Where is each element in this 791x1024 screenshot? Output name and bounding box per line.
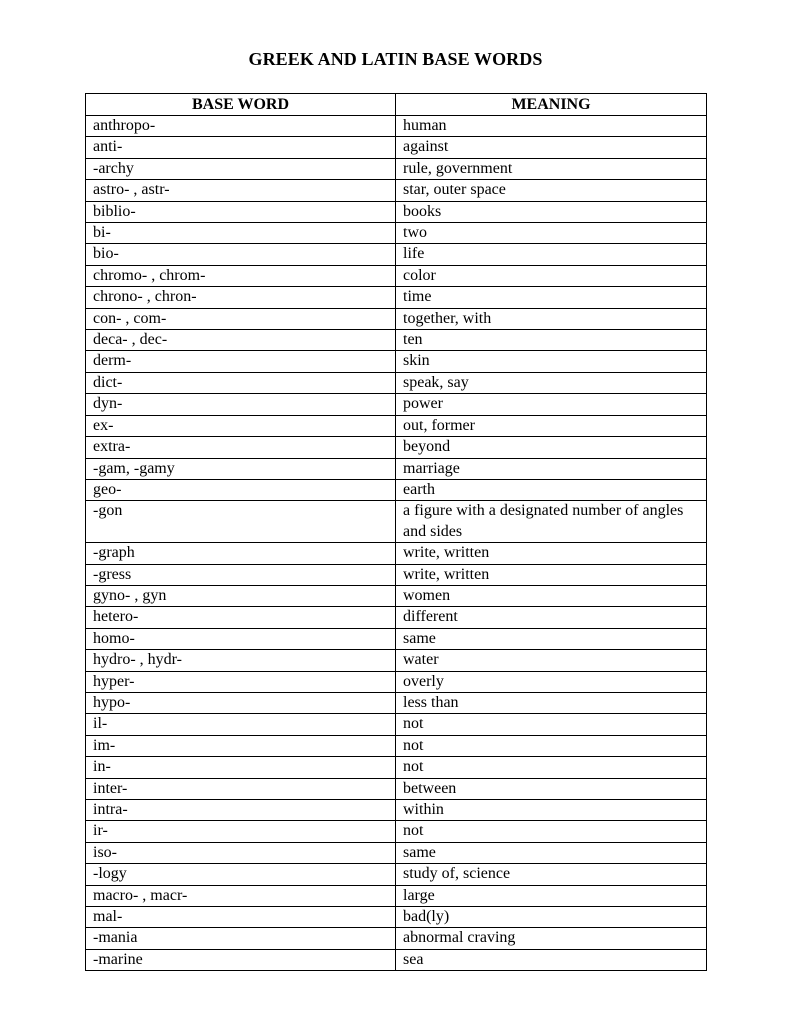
table-row (86, 650, 707, 671)
meaning-cell: within (396, 800, 707, 821)
meaning-cell: books (396, 201, 707, 222)
table-row (86, 437, 707, 458)
table-row (86, 158, 707, 179)
meaning-cell: out, former (396, 415, 707, 436)
base-word-cell: bi- (86, 223, 396, 244)
table-row (86, 479, 707, 500)
base-word-cell: iso- (86, 842, 396, 863)
table-row (86, 116, 707, 137)
base-word-cell: astro- , astr- (86, 180, 396, 201)
table-row (86, 244, 707, 265)
base-word-cell: dict- (86, 372, 396, 393)
base-word-cell: anti- (86, 137, 396, 158)
meaning-cell: overly (396, 671, 707, 692)
table-row (86, 415, 707, 436)
base-word-cell: macro- , macr- (86, 885, 396, 906)
base-word-cell: extra- (86, 437, 396, 458)
base-words-table (85, 93, 707, 971)
meaning-cell: same (396, 842, 707, 863)
table-row (86, 372, 707, 393)
base-word-cell: hyper- (86, 671, 396, 692)
table-row (86, 928, 707, 949)
base-word-cell: mal- (86, 907, 396, 928)
meaning-cell: not (396, 757, 707, 778)
base-word-cell: chrono- , chron- (86, 287, 396, 308)
table-header-row (86, 94, 707, 116)
table-row (86, 692, 707, 713)
page-title: GREEK AND LATIN BASE WORDS (248, 49, 543, 69)
column-header-base-word: BASE WORD (86, 94, 396, 116)
base-word-cell: con- , com- (86, 308, 396, 329)
base-word-cell: -graph (86, 543, 396, 564)
table-row (86, 180, 707, 201)
base-word-cell: deca- , dec- (86, 330, 396, 351)
table-row (86, 351, 707, 372)
base-word-cell: im- (86, 735, 396, 756)
meaning-cell: large (396, 885, 707, 906)
meaning-cell: together, with (396, 308, 707, 329)
meaning-cell: ten (396, 330, 707, 351)
meaning-cell: time (396, 287, 707, 308)
table-row (86, 778, 707, 799)
base-word-cell: ex- (86, 415, 396, 436)
meaning-cell: not (396, 821, 707, 842)
table-row (86, 735, 707, 756)
table-row (86, 714, 707, 735)
base-word-cell: -archy (86, 158, 396, 179)
table-row (86, 907, 707, 928)
table-row (86, 885, 707, 906)
meaning-cell: earth (396, 479, 707, 500)
base-word-cell: geo- (86, 479, 396, 500)
meaning-cell: write, written (396, 543, 707, 564)
table-row (86, 201, 707, 222)
table-row (86, 543, 707, 564)
meaning-cell: a figure with a designated number of angles and sides (396, 501, 707, 543)
meaning-cell: less than (396, 692, 707, 713)
meaning-cell: two (396, 223, 707, 244)
base-word-cell: bio- (86, 244, 396, 265)
table-row (86, 137, 707, 158)
base-word-cell: dyn- (86, 394, 396, 415)
table-row (86, 265, 707, 286)
meaning-cell: abnormal craving (396, 928, 707, 949)
meaning-cell: speak, say (396, 372, 707, 393)
base-word-cell: -gress (86, 564, 396, 585)
table-body (86, 116, 707, 971)
base-word-cell: in- (86, 757, 396, 778)
meaning-cell: human (396, 116, 707, 137)
base-word-cell: -logy (86, 864, 396, 885)
base-word-cell: intra- (86, 800, 396, 821)
table-row (86, 757, 707, 778)
meaning-cell: not (396, 714, 707, 735)
table-row (86, 842, 707, 863)
base-word-cell: -gam, -gamy (86, 458, 396, 479)
base-word-cell: inter- (86, 778, 396, 799)
base-word-cell: derm- (86, 351, 396, 372)
base-word-cell: chromo- , chrom- (86, 265, 396, 286)
meaning-cell: star, outer space (396, 180, 707, 201)
meaning-cell: beyond (396, 437, 707, 458)
table-row (86, 330, 707, 351)
base-word-cell: anthropo- (86, 116, 396, 137)
base-word-cell: homo- (86, 628, 396, 649)
base-word-cell: hypo- (86, 692, 396, 713)
meaning-cell: different (396, 607, 707, 628)
meaning-cell: same (396, 628, 707, 649)
meaning-cell: against (396, 137, 707, 158)
base-word-cell: biblio- (86, 201, 396, 222)
meaning-cell: women (396, 585, 707, 606)
table-row (86, 564, 707, 585)
table-row (86, 628, 707, 649)
table-row (86, 501, 707, 543)
table-row (86, 585, 707, 606)
table-row (86, 800, 707, 821)
meaning-cell: study of, science (396, 864, 707, 885)
meaning-cell: rule, government (396, 158, 707, 179)
meaning-cell: color (396, 265, 707, 286)
table-row (86, 287, 707, 308)
meaning-cell: life (396, 244, 707, 265)
meaning-cell: write, written (396, 564, 707, 585)
base-word-cell: il- (86, 714, 396, 735)
table-row (86, 864, 707, 885)
meaning-cell: bad(ly) (396, 907, 707, 928)
meaning-cell: power (396, 394, 707, 415)
table-row (86, 671, 707, 692)
base-word-cell: hetero- (86, 607, 396, 628)
table-row (86, 394, 707, 415)
base-word-cell: -gon (86, 501, 396, 543)
meaning-cell: skin (396, 351, 707, 372)
base-word-cell: ir- (86, 821, 396, 842)
table-row (86, 308, 707, 329)
meaning-cell: marriage (396, 458, 707, 479)
base-word-cell: gyno- , gyn (86, 585, 396, 606)
meaning-cell: between (396, 778, 707, 799)
table-row (86, 223, 707, 244)
base-word-cell: hydro- , hydr- (86, 650, 396, 671)
column-header-meaning: MEANING (396, 94, 707, 116)
table-row (86, 821, 707, 842)
table-row (86, 607, 707, 628)
table-row (86, 949, 707, 970)
meaning-cell: water (396, 650, 707, 671)
table-row (86, 458, 707, 479)
meaning-cell: sea (396, 949, 707, 970)
base-word-cell: -mania (86, 928, 396, 949)
base-word-cell: -marine (86, 949, 396, 970)
meaning-cell: not (396, 735, 707, 756)
